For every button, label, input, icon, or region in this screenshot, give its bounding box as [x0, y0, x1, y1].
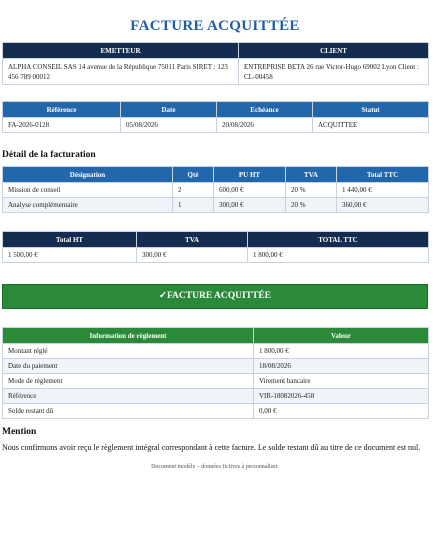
vat-header: TVA	[286, 167, 337, 183]
total-ht-value: 1 500,00 €	[3, 248, 137, 263]
unit-price-cell: 300,00 €	[214, 198, 286, 213]
paid-banner-label: FACTURE ACQUITTÉE	[166, 291, 272, 301]
payment-label-cell: Mode de règlement	[3, 374, 254, 389]
table-row	[3, 404, 429, 419]
client-info: ENTREPRISE BETA 26 rue Victor-Hugo 69002 Lyon Client : CL-00458	[239, 59, 429, 85]
mention-text: Nous confirmons avoir reçu le règlement intégral correspondant à cette facture. Le solde restant dû au titre de ce document est nul.	[2, 443, 421, 452]
qty-header: Qté	[173, 167, 214, 183]
date-header: Date	[121, 102, 217, 118]
payment-value-cell: 1 800,00 €	[254, 344, 429, 359]
qty-cell: 1	[173, 198, 214, 213]
table-row	[3, 344, 429, 359]
payment-value-cell: Virement bancaire	[254, 374, 429, 389]
emitter-header: EMETTEUR	[3, 43, 239, 59]
due-date-header: Echéance	[217, 102, 313, 118]
total-vat-header: TVA	[137, 232, 248, 248]
vat-cell: 20 %	[286, 183, 337, 198]
details-title: Détail de la facturation	[2, 150, 96, 160]
payment-label-cell: Montant réglé	[3, 344, 254, 359]
details-table	[2, 166, 429, 213]
table-row	[3, 183, 429, 198]
table-row	[3, 198, 429, 213]
table-row	[3, 374, 429, 389]
totals-table	[2, 231, 429, 263]
payment-value-cell: 18/08/2026	[254, 359, 429, 374]
invoice-page	[2, 0, 428, 470]
status-value: ACQUITTEE	[313, 118, 429, 133]
total-ttc-cell: 1 440,00 €	[337, 183, 429, 198]
payment-value-cell: 0,00 €	[254, 404, 429, 419]
payment-label-cell: Date du paiement	[3, 359, 254, 374]
total-ttc-cell: 360,00 €	[337, 198, 429, 213]
footer-note: Document modèle – données fictives à personnaliser.	[151, 464, 279, 470]
emitter-info: ALPHA CONSEIL SAS 14 avenue de la République 75011 Paris SIRET : 123 456 789 00012	[3, 59, 239, 85]
mention-title: Mention	[2, 427, 37, 437]
designation-cell: Analyse complémentaire	[3, 198, 173, 213]
status-header: Statut	[313, 102, 429, 118]
designation-cell: Mission de conseil	[3, 183, 173, 198]
payment-value-header: Valeur	[254, 328, 429, 344]
unit-price-header: PU HT	[214, 167, 286, 183]
payment-label-cell: Référence	[3, 389, 254, 404]
reference-value: FA-2026-0128	[3, 118, 121, 133]
payment-table	[2, 327, 429, 419]
designation-header: Désignation	[3, 167, 173, 183]
table-row	[3, 389, 429, 404]
total-ttc-value: 1 800,00 €	[248, 248, 429, 263]
date-value: 05/08/2026	[121, 118, 217, 133]
reference-header: Référence	[3, 102, 121, 118]
client-header: CLIENT	[239, 43, 429, 59]
unit-price-cell: 600,00 €	[214, 183, 286, 198]
total-ttc-header: TOTAL TTC	[248, 232, 429, 248]
invoice-info-table	[2, 101, 429, 133]
total-vat-value: 300,00 €	[137, 248, 248, 263]
document-title: FACTURE ACQUITTÉE	[130, 18, 300, 34]
qty-cell: 2	[173, 183, 214, 198]
payment-label-cell: Solde restant dû	[3, 404, 254, 419]
parties-table	[2, 42, 429, 85]
payment-info-header: Information de règlement	[3, 328, 254, 344]
check-mark-icon: ✓	[158, 291, 167, 301]
table-row	[3, 359, 429, 374]
paid-banner	[2, 284, 428, 309]
payment-value-cell: VIR-18082026-458	[254, 389, 429, 404]
vat-cell: 20 %	[286, 198, 337, 213]
total-ht-header: Total HT	[3, 232, 137, 248]
due-date-value: 20/08/2026	[217, 118, 313, 133]
total-ttc-header: Total TTC	[337, 167, 429, 183]
